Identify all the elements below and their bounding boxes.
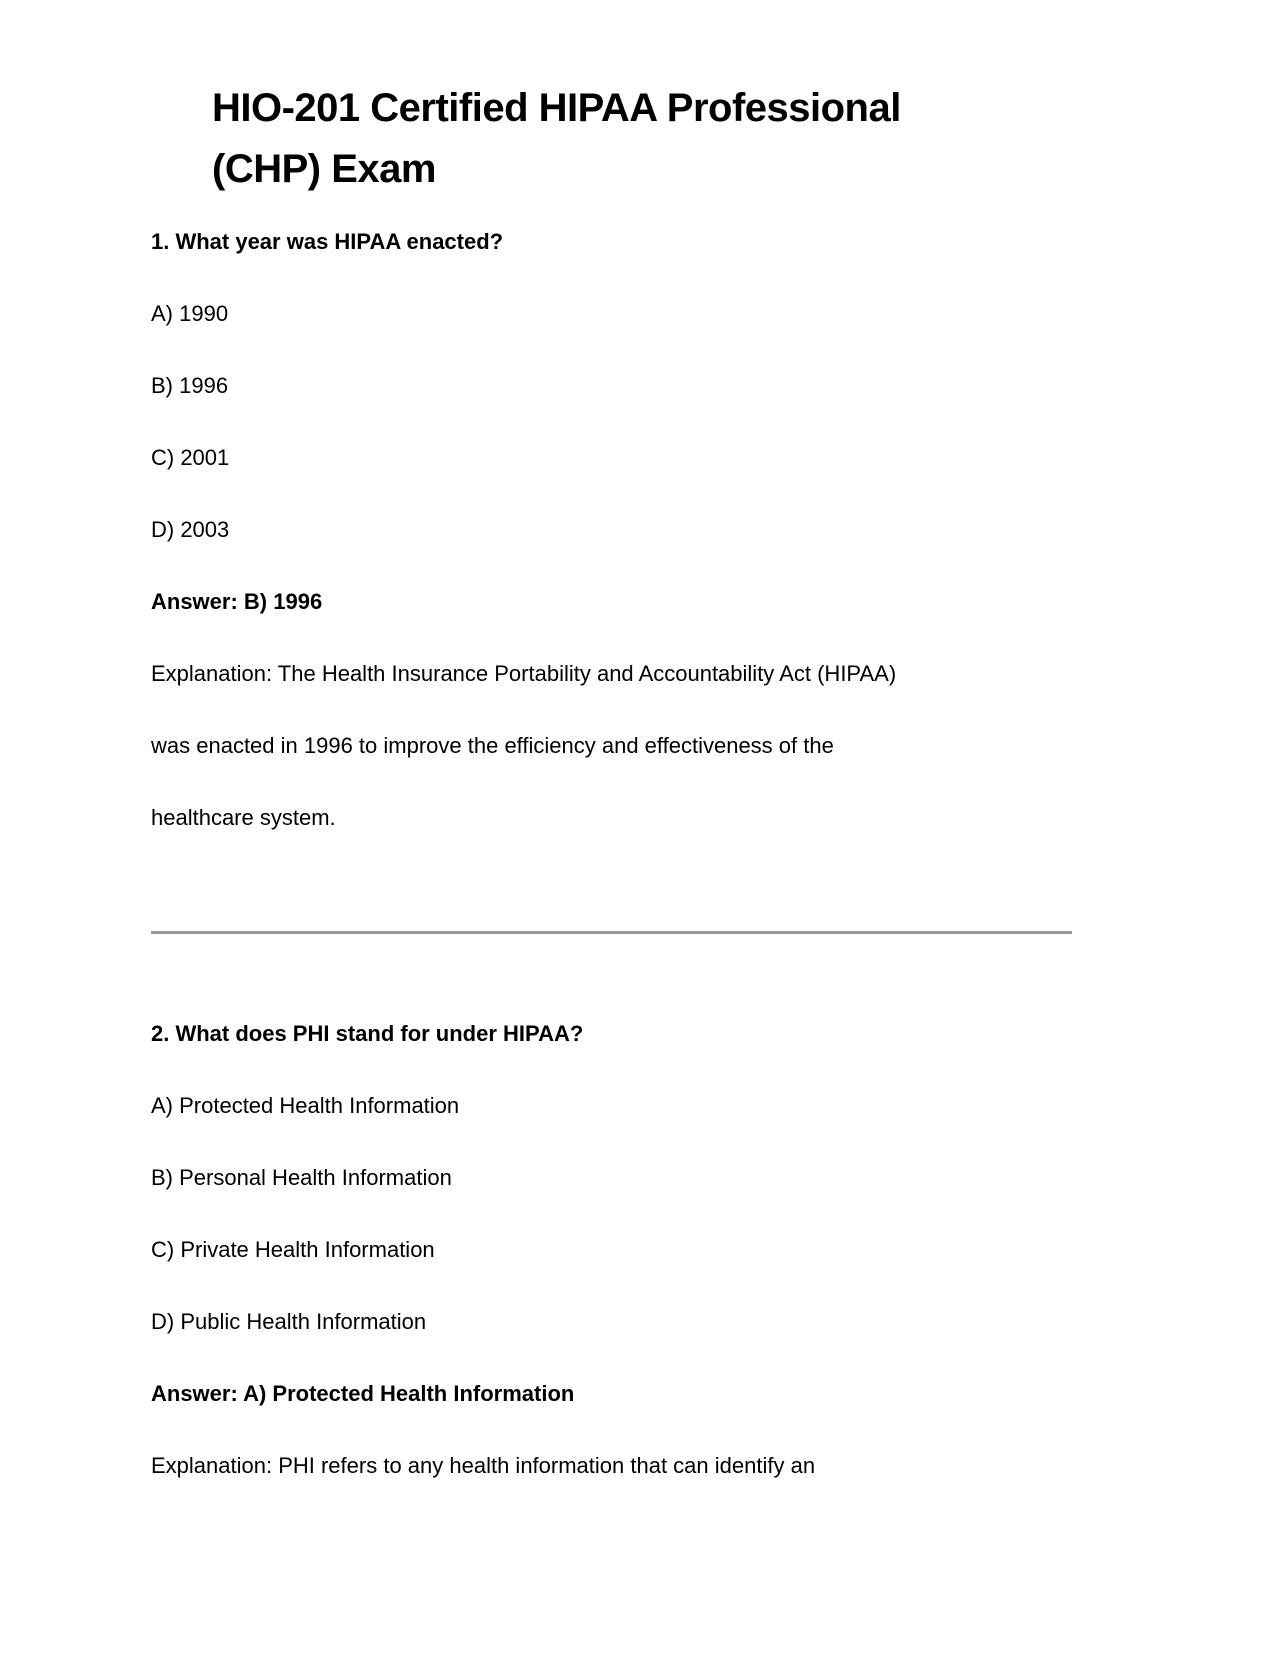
title-line: HIO-201 Certified HIPAA Professional: [212, 86, 901, 130]
question-text: 2. What does PHI stand for under HIPAA?: [151, 1021, 584, 1046]
explanation-line: Explanation: The Health Insurance Portability and Accountability Act (HIPAA): [151, 661, 897, 686]
option: D) 2003: [151, 517, 230, 542]
question-1: [151, 206, 1151, 854]
title-line: (CHP) Exam: [212, 147, 436, 191]
option: A) Protected Health Information: [151, 1093, 460, 1118]
option: D) Public Health Information: [151, 1309, 427, 1334]
answer: Answer: A) Protected Health Information: [151, 1381, 575, 1406]
page-title: [212, 78, 1112, 200]
option: B) Personal Health Information: [151, 1165, 452, 1190]
question-2: [151, 998, 1151, 1502]
option: B) 1996: [151, 373, 229, 398]
explanation-line: Explanation: PHI refers to any health information that can identify an: [151, 1453, 816, 1478]
answer: Answer: B) 1996: [151, 589, 323, 614]
explanation-line: was enacted in 1996 to improve the efficiency and effectiveness of the: [151, 733, 834, 758]
question-text: 1. What year was HIPAA enacted?: [151, 229, 504, 254]
divider: [151, 931, 1072, 934]
option: C) 2001: [151, 445, 230, 470]
option: A) 1990: [151, 301, 229, 326]
explanation-line: healthcare system.: [151, 805, 336, 830]
option: C) Private Health Information: [151, 1237, 435, 1262]
